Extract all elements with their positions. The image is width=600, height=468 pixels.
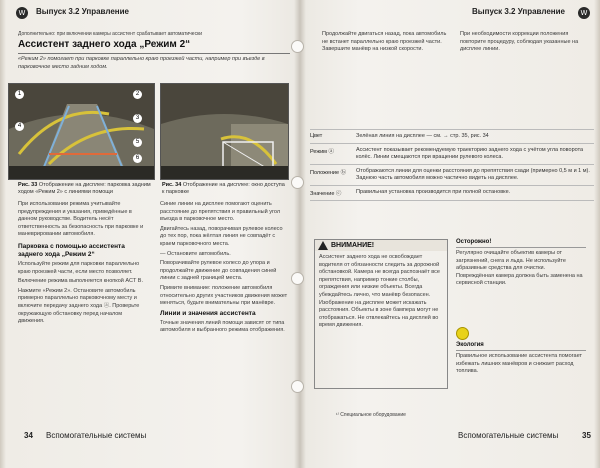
paragraph: При использовании режима учитывайте предупреждения и указания, приведённые в данном руководстве. Водитель несёт ответственность за безопасность при парковке и маневрировании автомобиля. <box>18 201 144 238</box>
camera-display-figure-1 <box>8 83 155 180</box>
figure-1-caption-text: Отображение на дисплее: парковка задним ходом «Режим 2» с линиями помощи <box>18 182 151 195</box>
left-column-1 <box>18 201 150 328</box>
camera-scene-2-svg <box>161 84 288 179</box>
paragraph: Точные значения линий помощи зависят от типа автомобиля и выбранного режима отображения. <box>160 319 285 334</box>
callout-2: 2 <box>133 90 142 99</box>
brand-logo-icon: W <box>578 7 590 19</box>
camera-display-figure-2 <box>160 83 289 180</box>
figure-2-number: Рис. 34 <box>162 182 182 188</box>
warning-header <box>315 240 447 251</box>
environment-note <box>456 327 586 374</box>
table-key: Цвет <box>310 133 323 139</box>
paragraph: Поворачивайте рулевое колесо до упора и продолжайте движение до совпадения синей линии с задней границей места. <box>160 260 277 282</box>
figure-1-number: Рис. 33 <box>18 182 38 188</box>
figure-2-caption-text: Отображение на дисплее: окно доступа к парковке <box>162 182 285 195</box>
table-row <box>310 164 594 185</box>
footer-title-left: Вспомогательные системы <box>46 431 147 440</box>
camera-scene-svg <box>9 84 154 179</box>
table-value: Ассистент показывает рекомендуемую траекторию заднего хода с учётом угла поворота колёс. Линии смещаются при вращении рулевого колеса. <box>356 147 584 160</box>
figure-1-caption <box>18 182 153 196</box>
figure-2-caption <box>162 182 287 196</box>
warning-box <box>314 239 448 389</box>
environment-title: Экология <box>456 342 586 351</box>
footnote: ¹⁾ Специальное оборудование <box>336 412 406 418</box>
left-column-2 <box>160 201 288 337</box>
brand-logo-icon: W <box>16 7 28 19</box>
warning-title: ВНИМАНИЕ! <box>331 242 375 249</box>
callout-4: 4 <box>15 122 24 131</box>
table-value: Правильная установка производится при полной остановке. <box>356 189 511 195</box>
chapter-header-right: Выпуск 3.2 Управление <box>472 7 565 16</box>
caution-note <box>456 239 586 301</box>
callout-5: 5 <box>133 138 142 147</box>
paragraph: Нажмите «Режим 2». Остановите автомобиль примерно параллельно парковочному месту и включите передачу заднего хода ⓐ. Проверьте окружающую обстановку перед началом движения. <box>18 287 140 325</box>
right-column-2: При необходимости коррекции положения повторите процедуру, соблюдая указанные на дисплее линии. <box>460 31 579 53</box>
paragraph: Синие линии на дисплее помогают оценить расстояние до препятствия и правильный угол въезда в парковочное место. <box>160 201 281 223</box>
callout-6: 6 <box>133 154 142 163</box>
paragraph: Двигайтесь назад, поворачивая рулевое колесо до тех пор, пока жёлтая линия не совпадёт с краем парковочного места. <box>160 225 283 247</box>
subheading: Линии и значения ассистента <box>160 309 256 317</box>
warning-text: Ассистент заднего хода не освобождает водителя от обязанности следить за дорожной обстановкой. Камера не всегда распознаёт все препятствия, например тонкие столбы, ограждения или низкие объекты. Всегда убеждайтесь лично, что манёвр безопасен. Изображение на дисплее может искажать расстояния. Объекты в зоне бампера могут не отображаться. Не отвлекайтесь на дисплей во время движения. <box>319 254 440 329</box>
table-row <box>310 185 594 201</box>
table-value: Отображаются линии для оценки расстояния до препятствия сзади (примерно 0,5 м и 1 м). Заднюю часть автомобиля можно частично видеть на дисплее. <box>356 168 590 181</box>
paragraph: Включение режима выполняется кнопкой ACT B. <box>18 278 143 285</box>
callout-3: 3 <box>133 114 142 123</box>
environment-icon <box>456 327 469 340</box>
paragraph: — Остановите автомобиль. <box>160 250 231 257</box>
right-page <box>300 0 600 468</box>
caution-title: Осторожно! <box>456 239 586 248</box>
chapter-header: Выпуск 3.2 Управление <box>36 7 129 16</box>
callout-1: 1 <box>15 90 24 99</box>
heading-rule <box>18 53 290 54</box>
paragraph: Используйте режим для парковки параллельно краю проезжей части, если место позволяет. <box>18 260 140 275</box>
paragraph: Примите внимание: положение автомобиля относительно других участников движения может меняться, будьте внимательны при манёвре. <box>160 284 288 307</box>
subheading: Парковка с помощью ассистента заднего хода „Режим 2“ <box>18 242 125 258</box>
intro-italic: «Режим 2» помогает при парковке параллельно краю проезжей части, например при въезде в парковочное место задним ходом. <box>18 56 265 70</box>
intro-small-text: Дополнительно: при включении камеры ассистент срабатывает автоматически <box>18 31 203 37</box>
page-number-left: 34 <box>24 431 33 440</box>
table-key: Режим ⓐ <box>310 149 334 155</box>
table-row <box>310 129 594 143</box>
right-column-1: Продолжайте двигаться назад, пока автомобиль не встанет параллельно краю проезжей части. Завершите манёвр на низкой скорости. <box>322 31 447 53</box>
table-key: Значение ⓒ <box>310 191 342 197</box>
settings-table <box>310 129 594 201</box>
footer-title-right: Вспомогательные системы <box>458 431 559 440</box>
table-value: Зелёная линия на дисплее — см. → стр. 35, рис. 34 <box>356 133 489 139</box>
environment-text: Правильное использование ассистента помогает избежать лишних манёвров и снижает расход топлива. <box>456 353 582 375</box>
page-number-right: 35 <box>582 431 591 440</box>
caution-text: Регулярно очищайте объектив камеры от загрязнений, снега и льда. Не используйте абразивные средства для очистки. Повреждённая камера должна быть заменена на сервисной станции. <box>456 250 583 287</box>
section-heading: Ассистент заднего хода „Режим 2“ <box>18 39 191 50</box>
table-row <box>310 143 594 164</box>
table-key: Положение ⓑ <box>310 170 347 176</box>
warning-icon <box>318 241 328 250</box>
